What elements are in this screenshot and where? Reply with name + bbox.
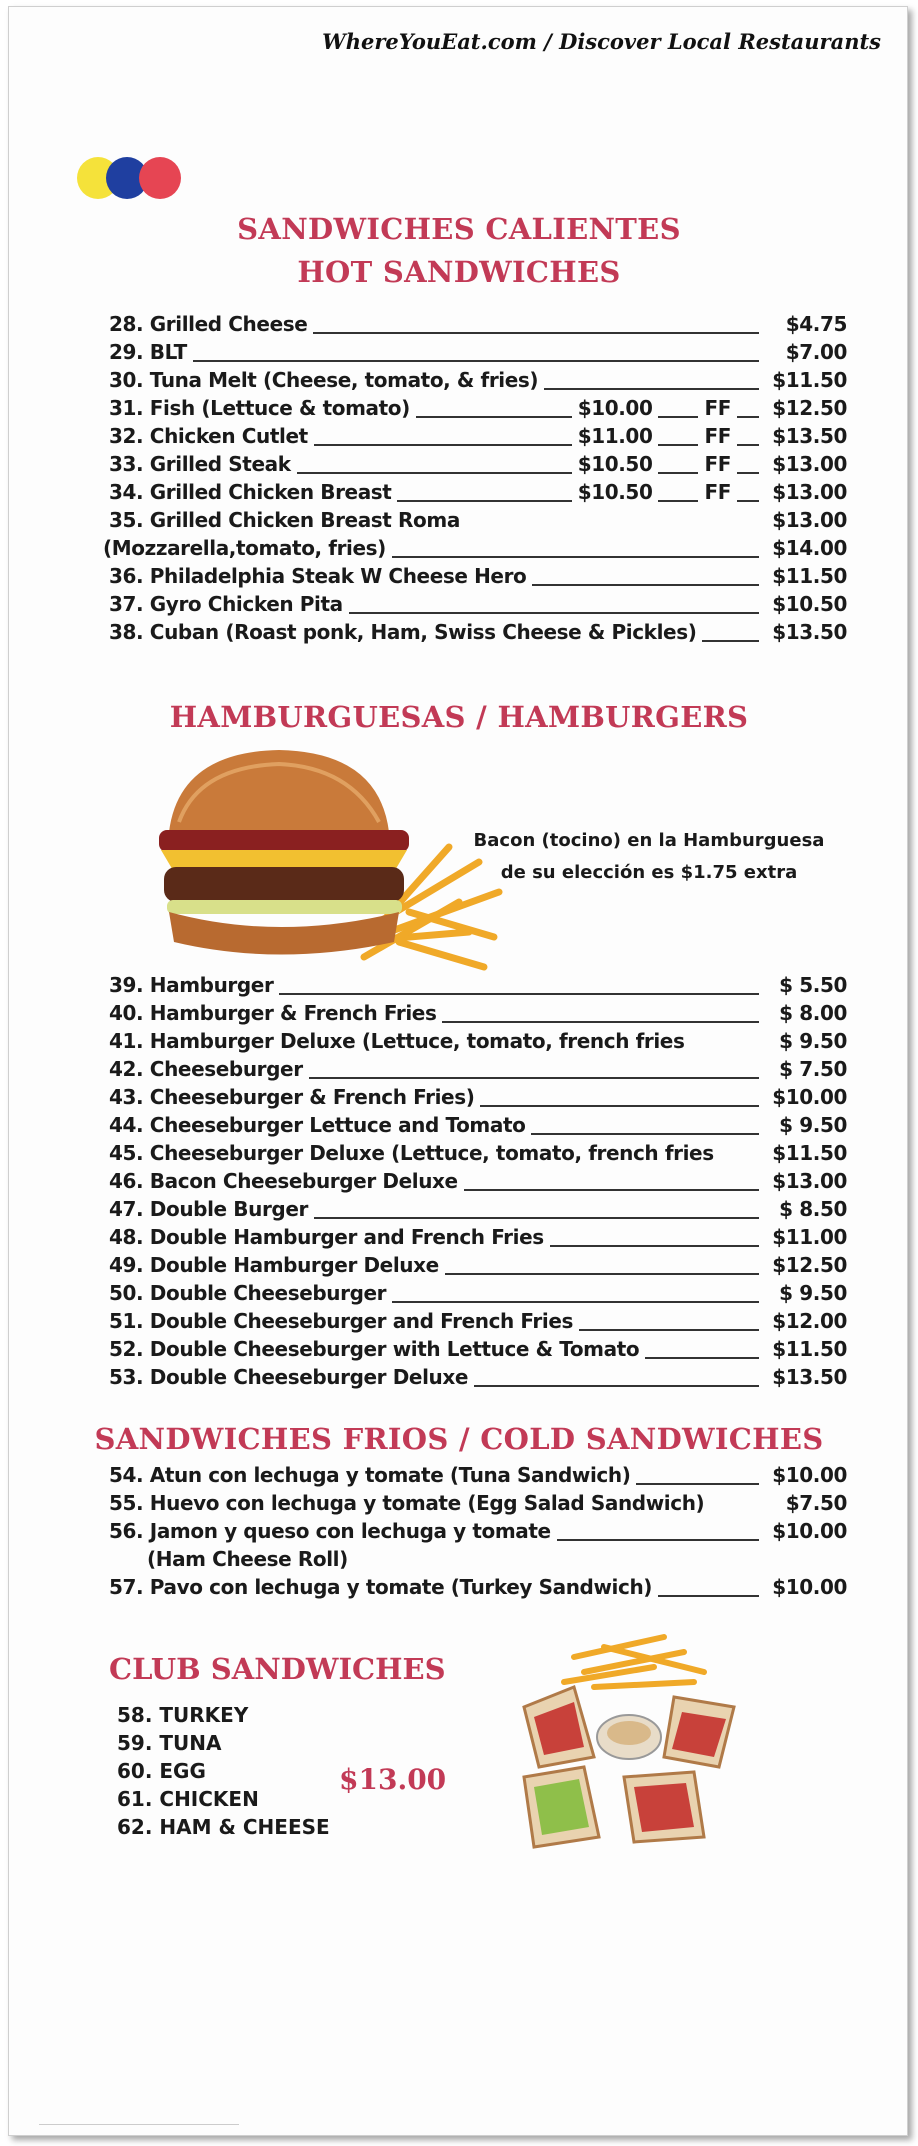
menu-item <box>109 1491 847 1519</box>
menu-item <box>109 1463 847 1491</box>
item-name: 36. Philadelphia Steak W Cheese Hero <box>109 564 527 588</box>
menu-item <box>109 1197 847 1225</box>
item-name: 41. Hamburger Deluxe (Lettuce, tomato, french fries <box>109 1029 685 1053</box>
item-name: 28. Grilled Cheese <box>109 312 308 336</box>
item-price: $12.50 <box>772 396 847 420</box>
item-name: 51. Double Cheeseburger and French Fries <box>109 1309 574 1333</box>
club-price: $13.00 <box>339 1763 447 1796</box>
menu-item <box>109 973 847 1001</box>
red-dot <box>139 157 181 199</box>
item-name: 49. Double Hamburger Deluxe <box>109 1253 439 1277</box>
club-item: 61. CHICKEN <box>117 1787 259 1811</box>
item-price: $10.00 <box>772 1085 847 1109</box>
club-item: 60. EGG <box>117 1759 206 1783</box>
menu-item <box>109 1337 847 1365</box>
menu-item <box>109 368 847 396</box>
site-header: WhereYouEat.com / Discover Local Restaurants <box>322 29 881 54</box>
menu-item <box>109 1547 847 1575</box>
bacon-note-line1: Bacon (tocino) en la Hamburguesa <box>473 830 825 851</box>
burger-title: HAMBURGUESAS / HAMBURGERS <box>169 700 749 734</box>
item-name: 53. Double Cheeseburger Deluxe <box>109 1365 469 1389</box>
item-name: 39. Hamburger <box>109 973 274 997</box>
item-price: $13.50 <box>772 424 847 448</box>
item-price: $10.00 <box>772 1575 847 1599</box>
menu-item <box>109 340 847 368</box>
club-item: 58. TURKEY <box>117 1703 249 1727</box>
item-name: (Ham Cheese Roll) <box>147 1547 348 1571</box>
menu-item <box>109 1225 847 1253</box>
club-item: 59. TUNA <box>117 1731 222 1755</box>
item-price: $7.00 <box>785 340 847 364</box>
bacon-note <box>459 825 839 889</box>
menu-item <box>109 1575 847 1603</box>
logo-dots <box>77 157 197 203</box>
item-name: 32. Chicken Cutlet <box>109 424 308 448</box>
item-name: 44. Cheeseburger Lettuce and Tomato <box>109 1113 526 1137</box>
item-name: 34. Grilled Chicken Breast <box>109 480 392 504</box>
menu-item <box>103 536 847 564</box>
item-price: $ 9.50 <box>779 1029 847 1053</box>
item-name: 46. Bacon Cheeseburger Deluxe <box>109 1169 458 1193</box>
item-name: 29. BLT <box>109 340 187 364</box>
item-name: 38. Cuban (Roast ponk, Ham, Swiss Cheese & Pickles) <box>109 620 697 644</box>
item-price: $14.00 <box>772 536 847 560</box>
item-price: $ 5.50 <box>779 973 847 997</box>
menu-item <box>109 592 847 620</box>
item-name: 35. Grilled Chicken Breast Roma <box>109 508 460 532</box>
menu-item <box>109 1141 847 1169</box>
item-price: $11.50 <box>772 368 847 392</box>
item-price: $13.00 <box>772 480 847 504</box>
item-price: $ 7.50 <box>779 1057 847 1081</box>
menu-item <box>109 396 847 424</box>
item-name: 52. Double Cheeseburger with Lettuce & Tomato <box>109 1337 640 1361</box>
item-name: 50. Double Cheeseburger <box>109 1281 387 1305</box>
menu-item <box>109 620 847 648</box>
item-price: $11.50 <box>772 1141 847 1165</box>
item-price: $7.50 <box>785 1491 847 1515</box>
menu-item <box>109 508 847 536</box>
menu-item <box>109 480 847 508</box>
item-price: $10.00 <box>772 1519 847 1543</box>
item-price: $11.50 <box>772 564 847 588</box>
item-price: $ 8.50 <box>779 1197 847 1221</box>
club-sandwich-image <box>504 1627 764 1857</box>
item-name: 48. Double Hamburger and French Fries <box>109 1225 544 1249</box>
menu-item <box>109 1281 847 1309</box>
item-price: $4.75 <box>785 312 847 336</box>
item-price-plain: $10.00 <box>577 396 653 420</box>
menu-item <box>109 1113 847 1141</box>
item-name: 40. Hamburger & French Fries <box>109 1001 437 1025</box>
item-price: $ 9.50 <box>779 1281 847 1305</box>
item-name: 54. Atun con lechuga y tomate (Tuna Sandwich) <box>109 1463 631 1487</box>
item-name: 42. Cheeseburger <box>109 1057 303 1081</box>
club-title: CLUB SANDWICHES <box>109 1652 446 1686</box>
menu-item <box>109 312 847 340</box>
hot-title-en: HOT SANDWICHES <box>297 255 621 289</box>
item-name: 57. Pavo con lechuga y tomate (Turkey Sandwich) <box>109 1575 653 1599</box>
cold-title: SANDWICHES FRIOS / COLD SANDWICHES <box>94 1422 824 1456</box>
item-name: 33. Grilled Steak <box>109 452 291 476</box>
item-name: 43. Cheeseburger & French Fries) <box>109 1085 475 1109</box>
item-price: $12.50 <box>772 1253 847 1277</box>
item-price: $ 9.50 <box>779 1113 847 1137</box>
item-ff-label: FF <box>704 424 731 448</box>
menu-item <box>109 1085 847 1113</box>
menu-item <box>109 424 847 452</box>
item-price: $10.00 <box>772 1463 847 1487</box>
menu-item <box>109 1029 847 1057</box>
item-name: 30. Tuna Melt (Cheese, tomato, & fries) <box>109 368 539 392</box>
menu-page <box>8 6 908 2136</box>
item-price: $13.50 <box>772 1365 847 1389</box>
item-price: $11.50 <box>772 1337 847 1361</box>
club-item: 62. HAM & CHEESE <box>117 1815 330 1839</box>
item-price: $13.00 <box>772 452 847 476</box>
item-name: 31. Fish (Lettuce & tomato) <box>109 396 410 420</box>
item-price: $10.50 <box>772 592 847 616</box>
footer-rule <box>39 2124 239 2125</box>
menu-item <box>109 1309 847 1337</box>
fries <box>564 1637 704 1687</box>
cold-sandwich-list <box>109 1463 847 1603</box>
item-name: 55. Huevo con lechuga y tomate (Egg Salad Sandwich) <box>109 1491 705 1515</box>
menu-item <box>109 1169 847 1197</box>
item-name: 56. Jamon y queso con lechuga y tomate <box>109 1519 551 1543</box>
item-price-plain: $11.00 <box>577 424 653 448</box>
item-price: $13.00 <box>772 1169 847 1193</box>
item-price: $12.00 <box>772 1309 847 1333</box>
hot-sandwich-list <box>103 312 847 648</box>
menu-item <box>109 1253 847 1281</box>
hot-title-es: SANDWICHES CALIENTES <box>237 212 681 246</box>
item-price: $ 8.00 <box>779 1001 847 1025</box>
item-price: $13.00 <box>772 508 847 532</box>
item-price-plain: $10.50 <box>577 452 653 476</box>
item-name: 47. Double Burger <box>109 1197 308 1221</box>
item-ff-label: FF <box>704 452 731 476</box>
burger-list <box>109 973 847 1393</box>
menu-item <box>109 1001 847 1029</box>
item-ff-label: FF <box>704 480 731 504</box>
item-price-plain: $10.50 <box>577 480 653 504</box>
menu-item <box>109 1365 847 1393</box>
item-name: 45. Cheeseburger Deluxe (Lettuce, tomato, french fries <box>109 1141 714 1165</box>
item-name: (Mozzarella,tomato, fries) <box>103 536 386 560</box>
bacon-note-line2: de su elección es $1.75 extra <box>500 862 798 883</box>
item-ff-label: FF <box>704 396 731 420</box>
menu-item <box>109 452 847 480</box>
menu-item <box>109 1057 847 1085</box>
item-name: 37. Gyro Chicken Pita <box>109 592 343 616</box>
menu-item <box>109 1519 847 1547</box>
menu-item <box>109 564 847 592</box>
item-price: $11.00 <box>772 1225 847 1249</box>
item-price: $13.50 <box>772 620 847 644</box>
club-list <box>117 1701 330 1841</box>
